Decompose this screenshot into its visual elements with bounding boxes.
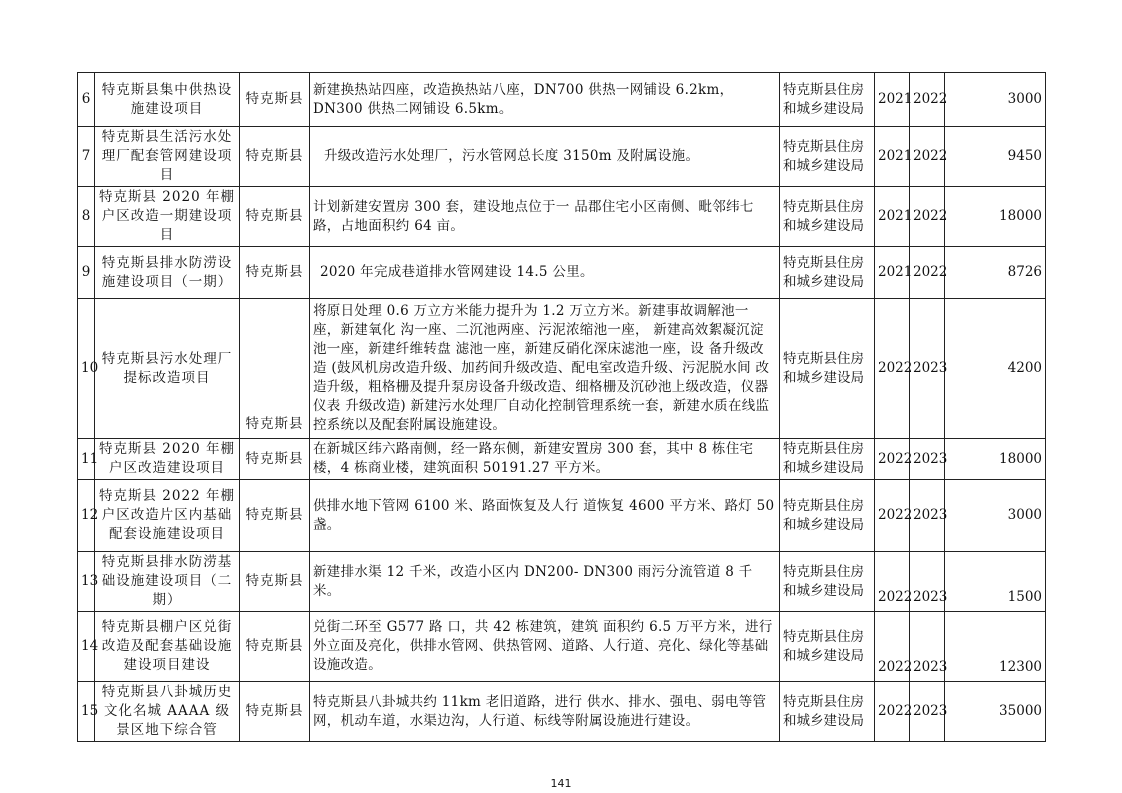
project-name: 特克斯县 2022 年棚户区改造片区内基础配套设施建设项目 <box>95 480 240 552</box>
row-number: 6 <box>78 73 95 127</box>
row-number: 13 <box>78 552 95 612</box>
investment-amount: 3000 <box>945 480 1046 552</box>
construction-content: 在新城区纬六路南侧，经一路东侧，新建安置房 300 套，其中 8 栋住宅楼，4 栋商业楼，建筑面积 50191.27 平方米。 <box>310 439 780 480</box>
start-year: 2022 <box>875 552 910 612</box>
construction-content: 计划新建安置房 300 套，建设地点位于一 品郡住宅小区南侧、毗邻纬七路，占地面积约 64 亩。 <box>310 187 780 247</box>
row-number: 14 <box>78 612 95 682</box>
table-row <box>78 612 1046 682</box>
county: 特克斯县 <box>240 682 310 742</box>
table-row <box>78 73 1046 127</box>
investment-amount: 18000 <box>945 439 1046 480</box>
start-year: 2021 <box>875 247 910 299</box>
construction-content: 将原日处理 0.6 万立方米能力提升为 1.2 万立方米。新建事故调解池一座，新建氧化 沟一座、二沉池两座、污泥浓缩池一座， 新建高效絮凝沉淀池一座，新建纤维转盘 滤池一座，新建反硝化深床滤池一座，设 备升级改造 (鼓风机房改造升级、加药间升级改造、配电室改造升级、污泥脱水间 改造升级，粗格栅及提升泵房设备升级改造、细格栅及沉砂池上级改造，仪器仪表 升级改造) 新建污水处理厂自动化控制管理系统一套，新建水质在线监控系统以及配套附属设施建设。 <box>310 299 780 439</box>
start-year: 2021 <box>875 73 910 127</box>
table-row <box>78 247 1046 299</box>
project-name: 特克斯县生活污水处理厂配套管网建设项目 <box>95 127 240 187</box>
table-row <box>78 299 1046 439</box>
end-year: 2023 <box>910 552 945 612</box>
end-year: 2022 <box>910 127 945 187</box>
investment-amount: 8726 <box>945 247 1046 299</box>
county: 特克斯县 <box>240 612 310 682</box>
end-year: 2022 <box>910 247 945 299</box>
construction-content: 兑街二环至 G577 路 口，共 42 栋建筑，建筑 面积约 6.5 万平方米，进行外立面及亮化，供排水管网、供热管网、道路、人行道、亮化、绿化等基础设施改造。 <box>310 612 780 682</box>
county: 特克斯县 <box>240 480 310 552</box>
investment-amount: 9450 <box>945 127 1046 187</box>
page-number: 141 <box>550 777 572 790</box>
end-year: 2023 <box>910 682 945 742</box>
start-year: 2022 <box>875 439 910 480</box>
table-row <box>78 682 1046 742</box>
project-name: 特克斯县排水防涝设施建设项目（一期） <box>95 247 240 299</box>
table-row <box>78 439 1046 480</box>
start-year: 2022 <box>875 682 910 742</box>
start-year: 2021 <box>875 187 910 247</box>
investment-amount: 3000 <box>945 73 1046 127</box>
project-name: 特克斯县 2020 年棚户区改造一期建设项目 <box>95 187 240 247</box>
county: 特克斯县 <box>240 127 310 187</box>
row-number: 9 <box>78 247 95 299</box>
county: 特克斯县 <box>240 439 310 480</box>
construction-content: 供排水地下管网 6100 米、路面恢复及人行 道恢复 4600 平方米、路灯 50 盏。 <box>310 480 780 552</box>
county: 特克斯县 <box>240 247 310 299</box>
table-row <box>78 552 1046 612</box>
row-number: 7 <box>78 127 95 187</box>
end-year: 2023 <box>910 299 945 439</box>
responsible-unit: 特克斯县住房和城乡建设局 <box>780 187 875 247</box>
construction-content: 升级改造污水处理厂，污水管网总长度 3150m 及附属设施。 <box>310 127 780 187</box>
end-year: 2022 <box>910 73 945 127</box>
project-name: 特克斯县排水防涝基础设施建设项目（二期） <box>95 552 240 612</box>
responsible-unit: 特克斯县住房和城乡建设局 <box>780 299 875 439</box>
investment-amount: 18000 <box>945 187 1046 247</box>
project-name: 特克斯县污水处理厂提标改造项目 <box>95 299 240 439</box>
county: 特克斯县 <box>240 552 310 612</box>
row-number: 12 <box>78 480 95 552</box>
table-row <box>78 480 1046 552</box>
county: 特克斯县 <box>240 299 310 439</box>
investment-amount: 1500 <box>945 552 1046 612</box>
table-row <box>78 187 1046 247</box>
responsible-unit: 特克斯县住房和城乡建设局 <box>780 127 875 187</box>
start-year: 2022 <box>875 612 910 682</box>
county: 特克斯县 <box>240 73 310 127</box>
construction-content: 新建换热站四座，改造换热站八座，DN700 供热一网铺设 6.2km，DN300 供热二网铺设 6.5km。 <box>310 73 780 127</box>
row-number: 8 <box>78 187 95 247</box>
start-year: 2022 <box>875 299 910 439</box>
end-year: 2022 <box>910 187 945 247</box>
project-name: 特克斯县棚户区兑街改造及配套基础设施建设项目建设 <box>95 612 240 682</box>
row-number: 10 <box>78 299 95 439</box>
start-year: 2022 <box>875 480 910 552</box>
end-year: 2023 <box>910 480 945 552</box>
construction-content: 2020 年完成巷道排水管网建设 14.5 公里。 <box>310 247 780 299</box>
investment-amount: 4200 <box>945 299 1046 439</box>
responsible-unit: 特克斯县住房和城乡建设局 <box>780 73 875 127</box>
row-number: 11 <box>78 439 95 480</box>
end-year: 2023 <box>910 612 945 682</box>
start-year: 2021 <box>875 127 910 187</box>
end-year: 2023 <box>910 439 945 480</box>
responsible-unit: 特克斯县住房和城乡建设局 <box>780 439 875 480</box>
construction-content: 新建排水渠 12 千米，改造小区内 DN200- DN300 雨污分流管道 8 千米。 <box>310 552 780 612</box>
project-name: 特克斯县八卦城历史文化名城 AAAA 级景区地下综合管 <box>95 682 240 742</box>
responsible-unit: 特克斯县住房和城乡建设局 <box>780 552 875 612</box>
responsible-unit: 特克斯县住房和城乡建设局 <box>780 612 875 682</box>
investment-amount: 12300 <box>945 612 1046 682</box>
construction-content: 特克斯县八卦城共约 11km 老旧道路，进行 供水、排水、强电、弱电等管网，机动车道，水渠边沟，人行道、标线等附属设施进行建设。 <box>310 682 780 742</box>
row-number: 15 <box>78 682 95 742</box>
county: 特克斯县 <box>240 187 310 247</box>
responsible-unit: 特克斯县住房和城乡建设局 <box>780 480 875 552</box>
project-table <box>77 72 1046 742</box>
responsible-unit: 特克斯县住房和城乡建设局 <box>780 682 875 742</box>
project-name: 特克斯县 2020 年棚户区改造建设项目 <box>95 439 240 480</box>
project-name: 特克斯县集中供热设施建设项目 <box>95 73 240 127</box>
responsible-unit: 特克斯县住房和城乡建设局 <box>780 247 875 299</box>
table-row <box>78 127 1046 187</box>
investment-amount: 35000 <box>945 682 1046 742</box>
